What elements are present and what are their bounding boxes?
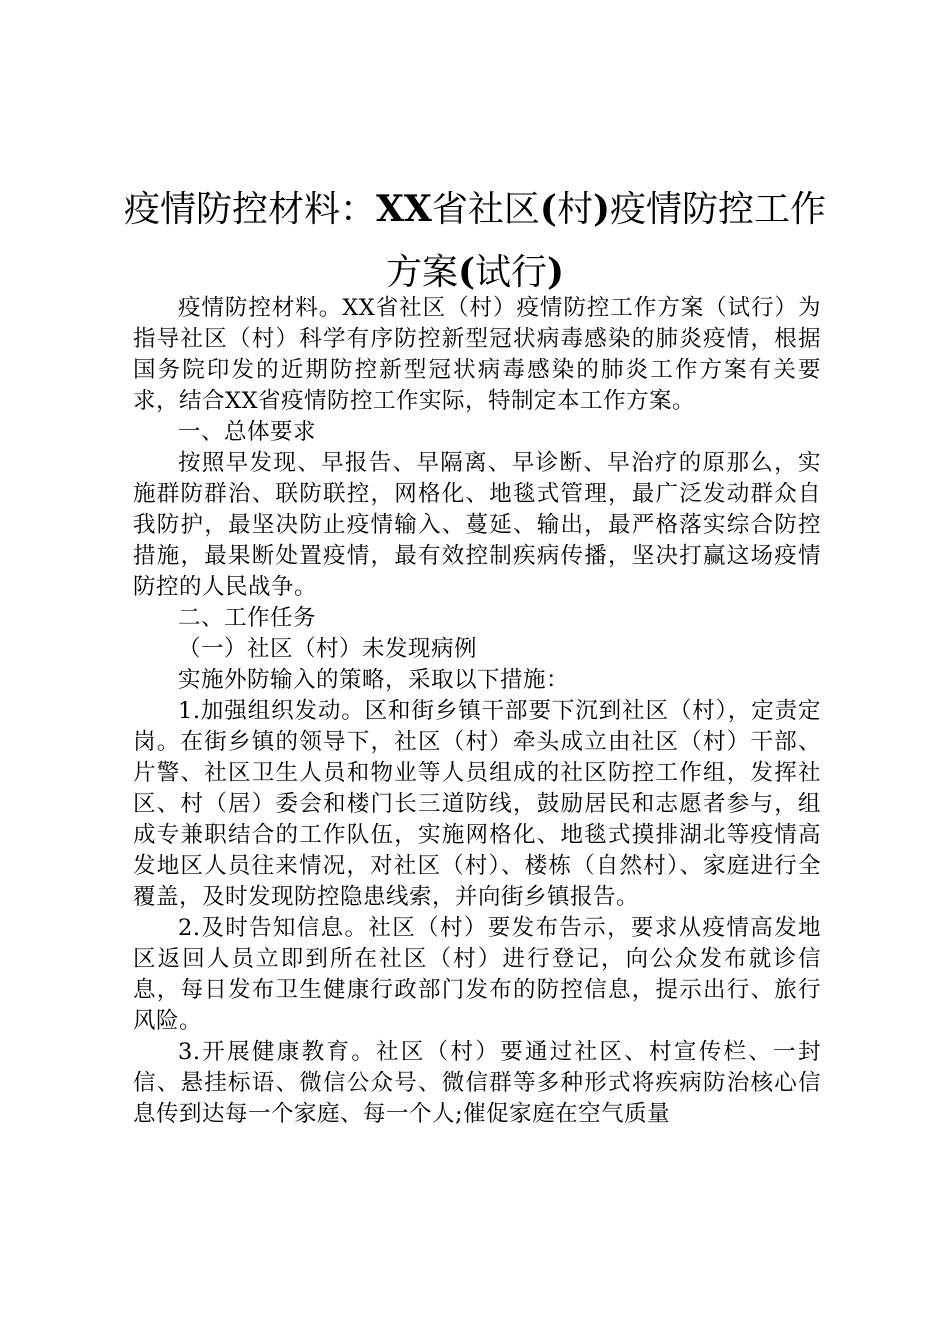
intro-paragraph: 疫情防控材料。XX省社区（村）疫情防控工作方案（试行）为指导社区（村）科学有序防控新型冠状病毒感染的肺炎疫情，根据国务院印发的近期防控新型冠状病毒感染的肺炎工作方案有关要求，结合XX省疫情防控工作实际，特制定本工作方案。: [133, 295, 821, 414]
measure-3-paragraph: 3.开展健康教育。社区（村）要通过社区、村宣传栏、一封信、悬挂标语、微信公众号、微信群等多种形式将疾病防治核心信息传到达每一个家庭、每一个人;催促家庭在空气质量: [133, 1039, 821, 1127]
title-line-1: 疫情防控材料：XX省社区(村)疫情防控工作: [123, 188, 827, 230]
strategy-paragraph: 实施外防输入的策略，采取以下措施：: [178, 667, 570, 693]
document-body: [133, 293, 821, 1130]
measure-1-paragraph: 1.加强组织发动。区和街乡镇干部要下沉到社区（村），定责定岗。在街乡镇的领导下，社区（村）牵头成立由社区（村）干部、片警、社区卫生人员和物业等人员组成的社区防控工作组，发挥社区、村（居）委会和楼门长三道防线，鼓励居民和志愿者参与，组成专兼职结合的工作队伍，实施网格化、地毯式摸排湖北等疫情高发地区人员往来情况，对社区（村）、楼栋（自然村）、家庭进行全覆盖，及时发现防控隐患线索，并向街乡镇报告。: [133, 698, 821, 910]
measure-2-paragraph: 2.及时告知信息。社区（村）要发布告示，要求从疫情高发地区返回人员立即到所在社区（村）进行登记，向公众发布就诊信息，每日发布卫生健康行政部门发布的防控信息，提示出行、旅行风险。: [133, 915, 821, 1034]
title-line-2: 方案(试行): [385, 251, 565, 293]
subsection-heading-no-cases: （一）社区（村）未发现病例: [178, 636, 478, 662]
section-heading-general-requirements: 一、总体要求: [178, 419, 317, 445]
document-title: [120, 178, 830, 304]
section-heading-work-tasks: 二、工作任务: [178, 605, 317, 631]
general-requirements-paragraph: 按照早发现、早报告、早隔离、早诊断、早治疗的原那么，实施群防群治、联防联控，网格化、地毯式管理，最广泛发动群众自我防护，最坚决防止疫情输入、蔓延、输出，最严格落实综合防控措施，最果断处置疫情，最有效控制疾病传播，坚决打赢这场疫情防控的人民战争。: [133, 450, 821, 600]
